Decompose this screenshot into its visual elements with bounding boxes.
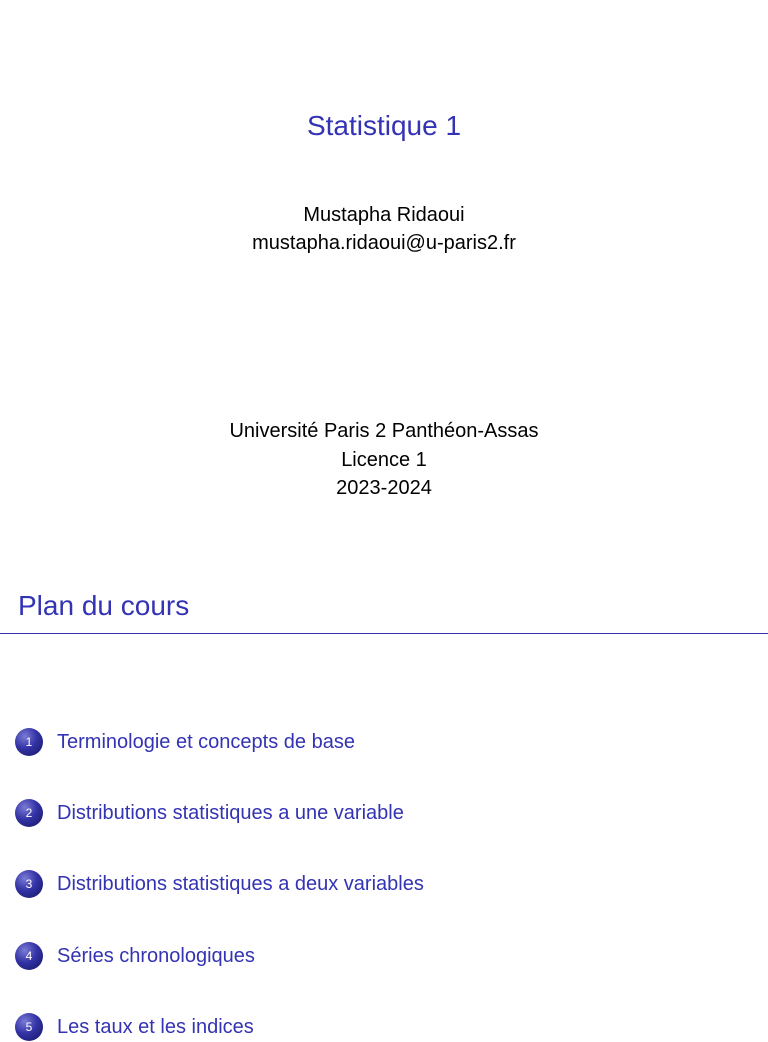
toc-label: Les taux et les indices — [57, 1015, 254, 1038]
numbered-ball-icon: 3 — [15, 870, 43, 898]
author-block — [0, 201, 768, 257]
title-divider — [0, 633, 768, 634]
toc-label: Distributions statistiques a une variable — [57, 801, 404, 824]
toc-item-2[interactable] — [15, 798, 404, 828]
toc-label: Séries chronologiques — [57, 944, 255, 967]
plan-slide — [0, 576, 768, 1038]
author-name: Mustapha Ridaoui — [303, 204, 465, 226]
toc-item-4[interactable] — [15, 941, 255, 971]
presentation-title: Statistique 1 — [306, 110, 462, 141]
toc-item-5[interactable] — [15, 1012, 254, 1042]
numbered-ball-icon: 1 — [15, 728, 43, 756]
numbered-ball-icon: 2 — [15, 799, 43, 827]
plan-title: Plan du cours — [18, 590, 190, 621]
author-email: mustapha.ridaoui@u-paris2.fr — [252, 232, 516, 254]
institution-name: Université Paris 2 Panthéon-Assas — [229, 420, 539, 442]
toc-label: Distributions statistiques a deux variables — [57, 872, 424, 895]
toc-label: Terminologie et concepts de base — [57, 730, 355, 753]
numbered-ball-icon: 5 — [15, 1013, 43, 1041]
toc-item-1[interactable] — [15, 727, 355, 757]
institution-block — [0, 417, 768, 503]
toc-item-3[interactable] — [15, 869, 424, 899]
course-level: Licence 1 — [341, 448, 427, 471]
numbered-ball-icon: 4 — [15, 942, 43, 970]
academic-year: 2023-2024 — [336, 477, 432, 499]
